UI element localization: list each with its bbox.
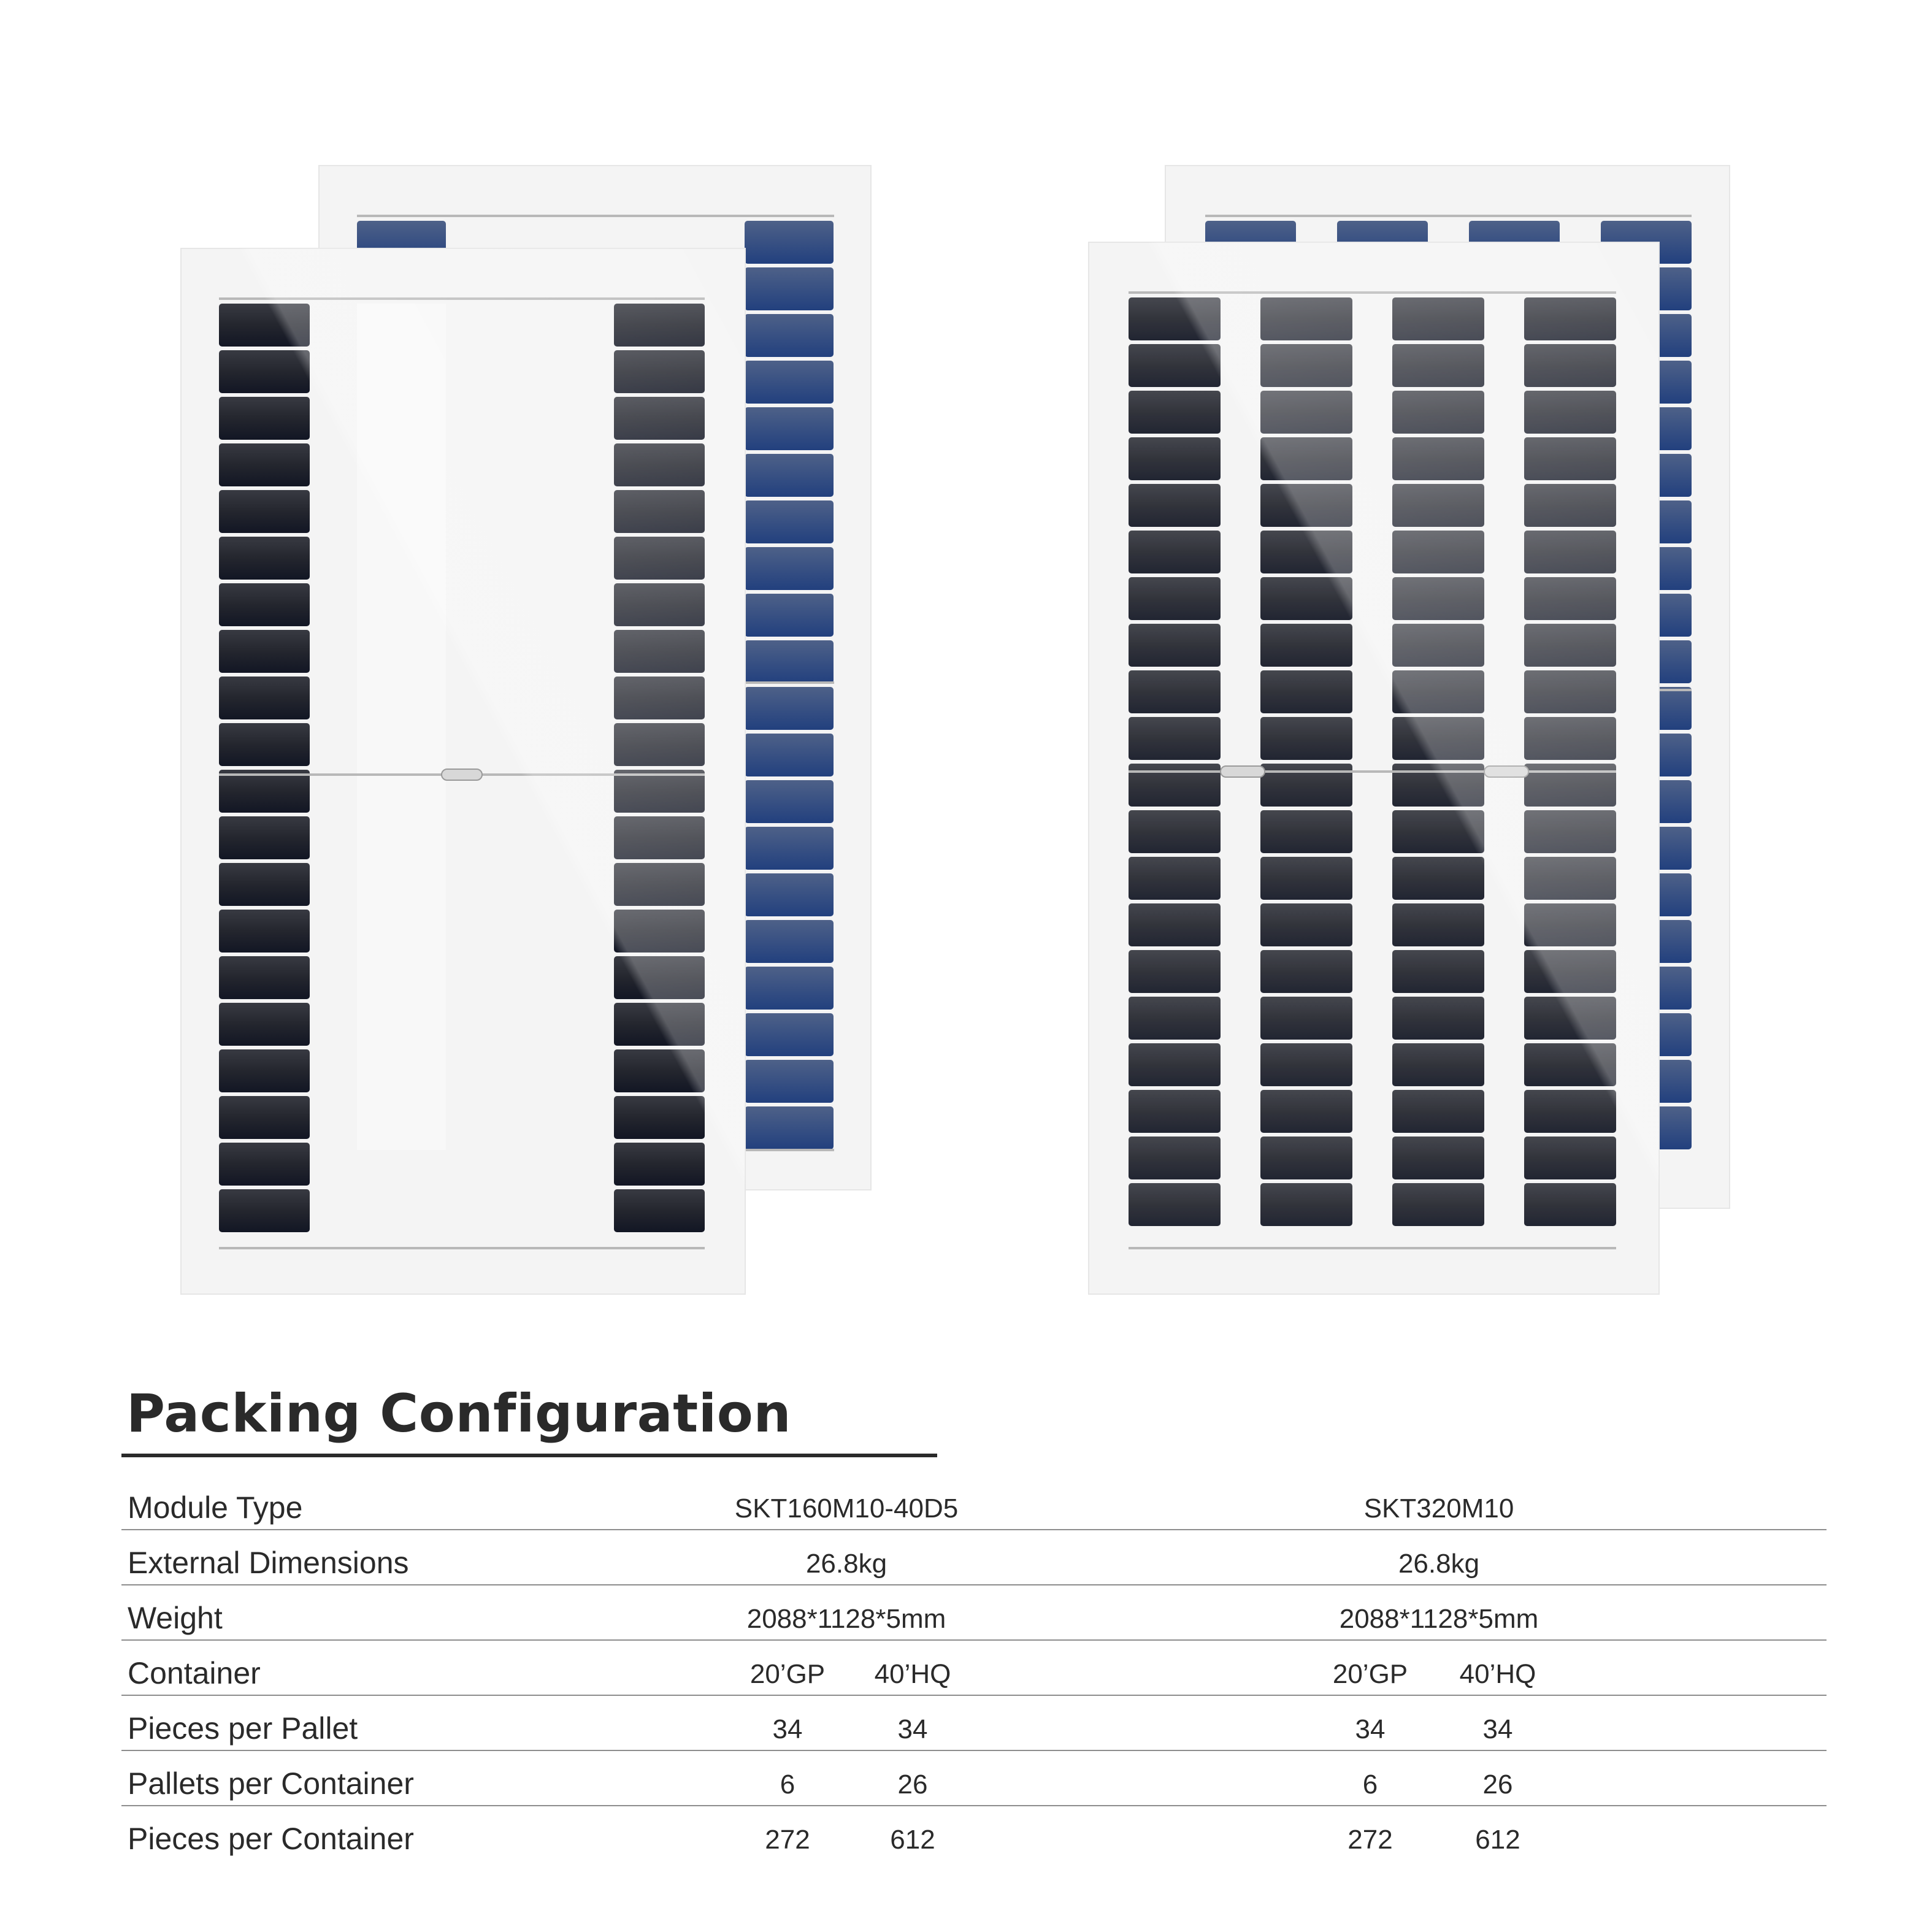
table-row-pieces-per-container — [121, 1806, 1827, 1860]
page-title: Packing Configuration — [126, 1383, 792, 1444]
solar-cell — [745, 640, 834, 683]
row-label: Pallets per Container — [128, 1766, 414, 1801]
solar-cell — [745, 827, 834, 870]
value-a-20gp: 20’GP — [749, 1659, 826, 1689]
solar-cell — [745, 594, 834, 637]
row-label: Container — [128, 1656, 261, 1690]
value-b-20gp: 272 — [1347, 1825, 1393, 1855]
table-row-weight — [121, 1585, 1827, 1641]
value-module-a: SKT160M10-40D5 — [734, 1493, 959, 1524]
table-row-module-type — [121, 1475, 1827, 1530]
glass-reflection — [1089, 242, 1659, 1294]
value-a-40hq: 26 — [897, 1769, 928, 1800]
row-label: External Dimensions — [128, 1546, 409, 1580]
value-module-a: 26.8kg — [805, 1549, 887, 1579]
table-row-pieces-per-pallet — [121, 1696, 1827, 1751]
left-module-pair — [181, 166, 871, 1294]
row-label: Weight — [128, 1601, 223, 1635]
row-label: Pieces per Pallet — [128, 1711, 358, 1746]
row-label: Module Type — [128, 1490, 303, 1525]
value-module-b: 2088*1128*5mm — [1339, 1604, 1539, 1634]
value-b-20gp: 34 — [1355, 1714, 1386, 1744]
solar-cell — [745, 967, 834, 1010]
solar-cell — [745, 500, 834, 543]
solar-cell — [745, 1013, 834, 1056]
solar-cell — [745, 407, 834, 450]
table-row-container — [121, 1641, 1827, 1696]
value-b-40hq: 26 — [1482, 1769, 1513, 1800]
value-a-40hq: 34 — [897, 1714, 928, 1744]
solar-cell — [745, 873, 834, 916]
solar-cell — [745, 361, 834, 404]
solar-cell — [745, 547, 834, 590]
value-b-40hq: 34 — [1482, 1714, 1513, 1744]
solar-cell — [745, 314, 834, 357]
solar-cell — [745, 1060, 834, 1103]
value-a-40hq: 612 — [890, 1825, 935, 1855]
value-b-20gp: 6 — [1362, 1769, 1378, 1800]
value-b-20gp: 20’GP — [1332, 1659, 1408, 1689]
value-b-40hq: 40’HQ — [1459, 1659, 1536, 1689]
right-module-pair — [1089, 166, 1730, 1294]
row-label: Pieces per Container — [128, 1822, 414, 1856]
solar-cell — [745, 454, 834, 497]
solar-cell — [745, 687, 834, 730]
table-row-pallets-per-container — [121, 1751, 1827, 1806]
solar-cell — [745, 920, 834, 963]
table-row-external-dimensions — [121, 1530, 1827, 1585]
value-a-20gp: 6 — [780, 1769, 795, 1800]
value-module-a: 2088*1128*5mm — [746, 1604, 946, 1634]
solar-cell — [745, 780, 834, 823]
glass-reflection — [181, 248, 745, 1294]
title-underline — [121, 1454, 937, 1457]
value-a-20gp: 34 — [772, 1714, 803, 1744]
value-module-b: SKT320M10 — [1363, 1493, 1514, 1524]
solar-cell — [745, 267, 834, 310]
value-module-b: 26.8kg — [1398, 1549, 1480, 1579]
value-a-20gp: 272 — [765, 1825, 810, 1855]
solar-cell — [745, 221, 834, 264]
solar-cell — [745, 1106, 834, 1149]
value-b-40hq: 612 — [1475, 1825, 1520, 1855]
value-a-40hq: 40’HQ — [874, 1659, 951, 1689]
solar-cell — [745, 734, 834, 776]
